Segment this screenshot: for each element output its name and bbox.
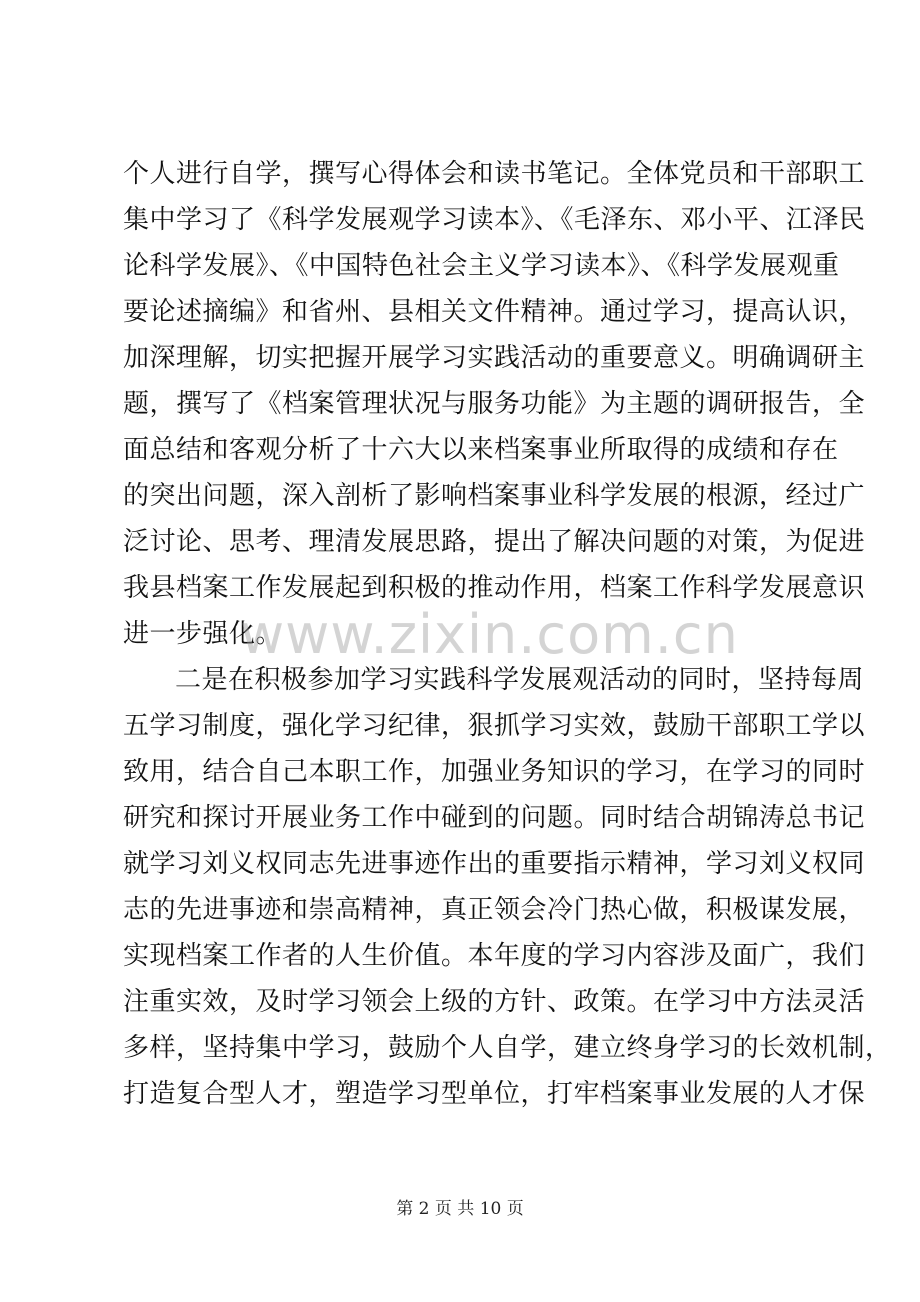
body-line: 多样，坚持集中学习，鼓励个人自学，建立终身学习的长效机制， <box>123 1033 892 1063</box>
page-number-footer: 第 2 页 共 10 页 <box>396 1199 524 1219</box>
body-line: 的突出问题，深入剖析了影响档案事业科学发展的根源，经过广 <box>123 481 866 511</box>
body-line: 进一步强化。 <box>123 619 283 649</box>
watermark: www.zixin.com.cn <box>240 603 739 666</box>
body-line: 集中学习了《科学发展观学习读本》、《毛泽东、邓小平、江泽民 <box>123 205 866 235</box>
body-line: 志的先进事迹和崇高精神，真正领会冷门热心做，积极谋发展， <box>123 895 866 925</box>
body-line: 要论述摘编》和省州、县相关文件精神。通过学习，提高认识， <box>123 297 866 327</box>
body-line: 我县档案工作发展起到积极的推动作用，档案工作科学发展意识 <box>123 573 866 603</box>
body-line: 泛讨论、思考、理清发展思路，提出了解决问题的对策，为促进 <box>123 527 866 557</box>
body-line: 研究和探讨开展业务工作中碰到的问题。同时结合胡锦涛总书记 <box>123 803 866 833</box>
body-line: 打造复合型人才，塑造学习型单位，打牢档案事业发展的人才保 <box>123 1079 866 1109</box>
body-text <box>123 151 892 1117</box>
body-line: 题，撰写了《档案管理状况与服务功能》为主题的调研报告，全 <box>123 389 866 419</box>
body-line: 五学习制度，强化学习纪律，狠抓学习实效，鼓励干部职工学以 <box>123 711 866 741</box>
body-line: 个人进行自学，撰写心得体会和读书笔记。全体党员和干部职工 <box>123 159 866 189</box>
body-line: 论科学发展》、《中国特色社会主义学习读本》、《科学发展观重 <box>123 251 840 281</box>
body-line: 注重实效，及时学习领会上级的方针、政策。在学习中方法灵活 <box>123 987 866 1017</box>
body-line: 致用，结合自己本职工作，加强业务知识的学习，在学习的同时 <box>123 757 866 787</box>
paragraph-start-line: 二是在积极参加学习实践科学发展观活动的同时，坚持每周 <box>175 665 865 695</box>
body-line: 面总结和客观分析了十六大以来档案事业所取得的成绩和存在 <box>123 435 839 465</box>
body-line: 就学习刘义权同志先进事迹作出的重要指示精神，学习刘义权同 <box>123 849 866 879</box>
body-line: 加深理解，切实把握开展学习实践活动的重要意义。明确调研主 <box>123 343 866 373</box>
body-line: 实现档案工作者的人生价值。本年度的学习内容涉及面广，我们 <box>123 941 866 971</box>
